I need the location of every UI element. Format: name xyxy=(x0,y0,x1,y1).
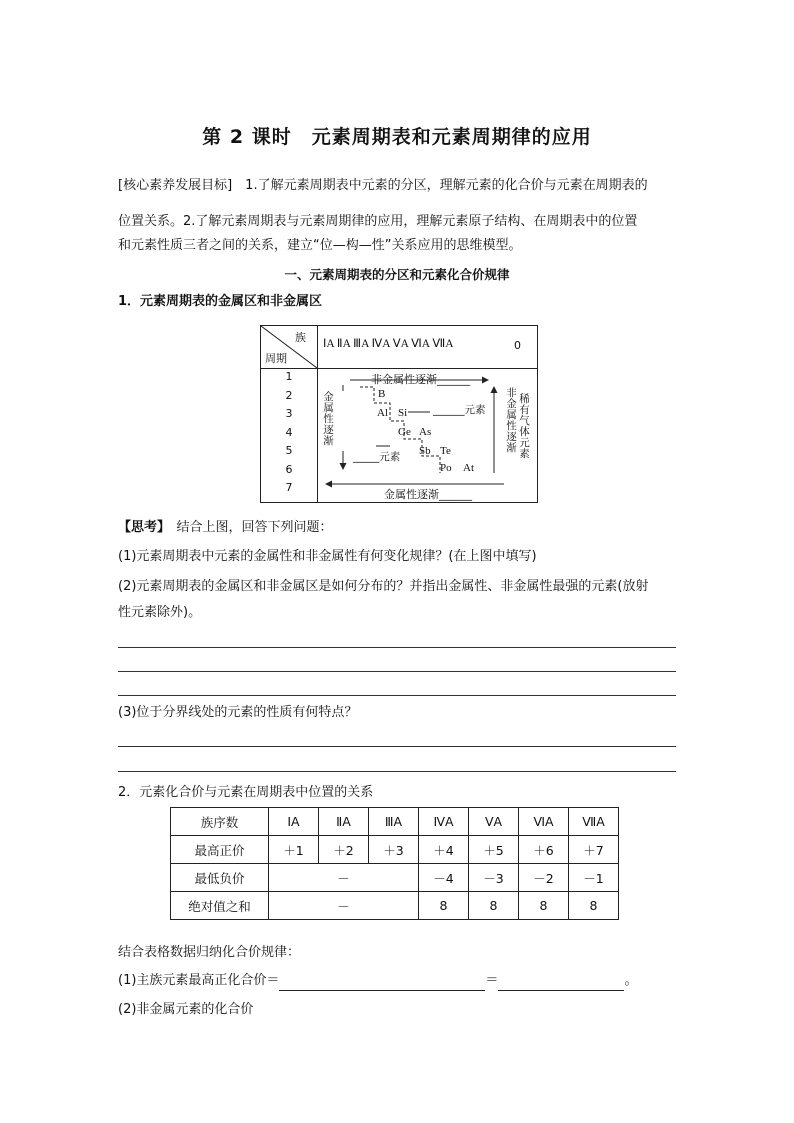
element-sb: Sb xyxy=(419,445,431,457)
header-cell: ⅠA xyxy=(269,808,319,836)
row-label: 最高正价 xyxy=(171,836,269,864)
table-cell: 8 xyxy=(469,892,519,920)
group-headers: ⅠA ⅡA ⅢA ⅣA ⅤA ⅥA ⅦA xyxy=(323,338,454,350)
table-cell: ＋7 xyxy=(569,836,619,864)
table-cell: － xyxy=(269,864,419,892)
header-cell: ⅢA xyxy=(369,808,419,836)
table-cell: －1 xyxy=(569,864,619,892)
header-cell: ⅦA xyxy=(569,808,619,836)
period-number: 6 xyxy=(285,462,293,476)
answer-line[interactable] xyxy=(118,695,676,696)
think-line xyxy=(118,518,678,538)
corner-group-label: 族 xyxy=(295,331,306,344)
periodic-table-diagram xyxy=(260,325,538,503)
row-label: 最低负价 xyxy=(171,864,269,892)
header-cell: ⅥA xyxy=(519,808,569,836)
goals-label: [核心素养发展目标] xyxy=(118,178,233,193)
answer-line[interactable] xyxy=(118,746,676,747)
valence-table xyxy=(170,807,619,920)
table-cell: ＋4 xyxy=(419,836,469,864)
header-cell: 族序数 xyxy=(171,808,269,836)
table-cell: －4 xyxy=(419,864,469,892)
period-number: 2 xyxy=(285,388,293,402)
fill-blank[interactable] xyxy=(498,976,624,991)
period-mark: 。 xyxy=(624,973,638,988)
table-cell: 8 xyxy=(419,892,469,920)
header-cell: ⅡA xyxy=(319,808,369,836)
element-si: Si xyxy=(398,407,408,419)
sub-2-heading: 2．元素化合价与元素在周期表中位置的关系 xyxy=(118,785,374,800)
bottom-arrow-label: 金属性逐渐______ xyxy=(384,488,472,501)
element-al: Al xyxy=(377,407,388,419)
table-cell: 8 xyxy=(569,892,619,920)
top-arrow-label: 非金属性逐渐______ xyxy=(371,373,470,386)
table-cell: 8 xyxy=(519,892,569,920)
rule-1-prefix: (1)主族元素最高正化合价＝ xyxy=(118,973,280,988)
section-1-heading: 一、元素周期表的分区和元素化合价规律 xyxy=(284,267,510,282)
period-number: 5 xyxy=(285,444,293,457)
table-row xyxy=(171,836,619,864)
metal-blank: _____元素 xyxy=(353,451,401,463)
goals-line-2: 位置关系。2.了解元素周期表与元素周期律的应用，理解元素原子结构、在周期表中的位置 xyxy=(118,214,638,229)
table-cell: ＋5 xyxy=(469,836,519,864)
question-3: (3)位于分界线处的元素的性质有何特点？ xyxy=(118,705,358,720)
goals-line-3: 和元素性质三者之间的关系，建立“位—构—性”关系应用的思维模型。 xyxy=(118,238,522,253)
think-intro: 结合上图，回答下列问题： xyxy=(176,520,333,535)
goals-text-1: 1.了解元素周期表中元素的分区，理解元素的化合价与元素在周期表的 xyxy=(245,178,648,193)
element-as: As xyxy=(419,426,432,438)
rule-1 xyxy=(118,971,678,991)
table-row xyxy=(171,808,619,836)
equals-sign: ＝ xyxy=(485,973,499,988)
element-b: B xyxy=(378,388,386,400)
element-po: Po xyxy=(440,462,452,474)
element-te: Te xyxy=(440,445,451,457)
question-2-line-1: (2)元素周期表的金属区和非金属区是如何分布的？并指出金属性、非金属性最强的元素(放射 xyxy=(118,579,649,594)
answer-line[interactable] xyxy=(118,671,676,672)
fill-blank[interactable] xyxy=(279,976,485,991)
table-cell: ＋1 xyxy=(269,836,319,864)
period-number: 1 xyxy=(285,370,293,383)
page-title: 第 2 课时 元素周期表和元素周期律的应用 xyxy=(202,126,592,148)
element-ge: Ge xyxy=(398,426,411,438)
question-1: (1)元素周期表中元素的金属性和非金属性有何变化规律？(在上图中填写) xyxy=(118,549,537,564)
period-number: 4 xyxy=(285,425,293,439)
table-row xyxy=(171,892,619,920)
table-cell: － xyxy=(269,892,419,920)
right-vertical-label: 非金属性逐渐 xyxy=(506,387,517,454)
period-number: 3 xyxy=(285,407,293,420)
answer-line[interactable] xyxy=(118,771,676,772)
left-vertical-label: 金属性逐渐 xyxy=(323,391,334,447)
period-number: 7 xyxy=(285,481,293,494)
table-cell: －2 xyxy=(519,864,569,892)
sub-1-heading: 1．元素周期表的金属区和非金属区 xyxy=(118,294,323,309)
noble-gas-label: 稀有气体元素 xyxy=(519,393,530,460)
table-cell: ＋6 xyxy=(519,836,569,864)
think-label: 【思考】 xyxy=(118,520,164,535)
answer-line[interactable] xyxy=(118,647,676,648)
rule-2: (2)非金属元素的化合价 xyxy=(118,1002,254,1017)
header-cell: ⅣA xyxy=(419,808,469,836)
corner-period-label: 周期 xyxy=(265,352,287,365)
goals-line-1 xyxy=(118,176,678,196)
table-cell: ＋3 xyxy=(369,836,419,864)
question-2-line-2: 性元素除外)。 xyxy=(118,605,202,620)
row-label: 绝对值之和 xyxy=(171,892,269,920)
table-cell: －3 xyxy=(469,864,519,892)
group-zero: 0 xyxy=(514,339,521,352)
table-cell: ＋2 xyxy=(319,836,369,864)
element-at: At xyxy=(463,462,474,474)
table-row xyxy=(171,864,619,892)
header-cell: ⅤA xyxy=(469,808,519,836)
summary-intro: 结合表格数据归纳化合价规律： xyxy=(118,945,301,960)
nonmetal-blank: ______元素 xyxy=(433,404,486,416)
